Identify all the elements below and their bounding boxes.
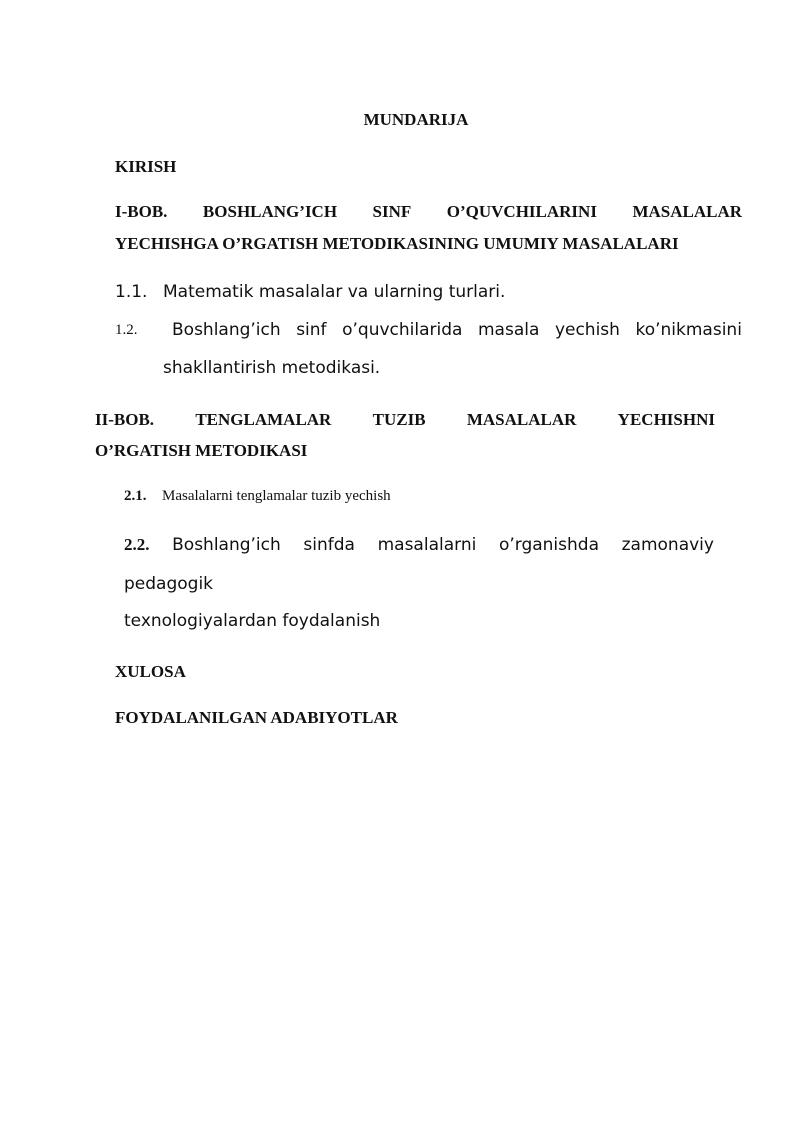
toc-word: Boshlang’ich: [172, 535, 281, 555]
toc-word: SINF: [372, 202, 412, 221]
toc-section-number: 1.2.: [115, 322, 138, 338]
toc-word: ko’nikmasini: [635, 320, 742, 340]
toc-chapter-1-line-2: YECHISHGA O’RGATISH METODIKASINING UMUMIY MASALALARI: [115, 234, 679, 253]
toc-word: MASALALAR: [632, 202, 742, 221]
toc-section-number: 2.2.: [124, 535, 150, 554]
toc-chapter-1-line-1: [115, 202, 742, 222]
toc-section-title-line-1: [172, 320, 742, 340]
toc-word: masalalarni: [377, 535, 477, 555]
toc-section-title-line-3: texnologiyalardan foydalanish: [124, 611, 381, 631]
toc-word: o’rganishda: [498, 535, 599, 555]
toc-word: sinf: [296, 320, 327, 340]
toc-section-number: 2.1.: [124, 488, 147, 504]
toc-chapter-2-line-1: [95, 410, 715, 430]
toc-word: TUZIB: [372, 410, 426, 429]
toc-word: zamonaviy: [621, 535, 714, 555]
toc-entry-adabiyotlar: FOYDALANILGAN ADABIYOTLAR: [115, 708, 398, 727]
toc-word: YECHISHNI: [617, 410, 715, 429]
toc-section-title: Matematik masalalar va ularning turlari.: [163, 282, 506, 302]
page-title: MUNDARIJA: [363, 110, 469, 129]
toc-word: Boshlang’ich: [172, 320, 281, 340]
toc-word: BOSHLANG’ICH: [202, 202, 338, 221]
toc-word: masala: [477, 320, 540, 340]
toc-word: yechish: [554, 320, 620, 340]
toc-word: sinfda: [303, 535, 355, 555]
toc-section-title-line-2: shakllantirish metodikasi.: [163, 358, 381, 378]
toc-chapter-2-line-2: O’RGATISH METODIKASI: [95, 441, 308, 460]
toc-entry-xulosa: XULOSA: [115, 662, 186, 681]
toc-section-title-line-2: pedagogik: [124, 574, 214, 594]
toc-word: o’quvchilarida: [342, 320, 463, 340]
toc-word: I-BOB.: [115, 202, 168, 221]
toc-section-title: Masalalarni tenglamalar tuzib yechish: [162, 488, 391, 504]
toc-section-title-line-1: [124, 535, 714, 555]
toc-word: TENGLAMALAR: [195, 410, 332, 429]
toc-section-number: 1.1.: [115, 282, 148, 302]
toc-word: II-BOB.: [95, 410, 155, 429]
toc-word: MASALALAR: [466, 410, 577, 429]
toc-entry-kirish: KIRISH: [115, 157, 177, 176]
toc-word: O’QUVCHILARINI: [446, 202, 597, 221]
